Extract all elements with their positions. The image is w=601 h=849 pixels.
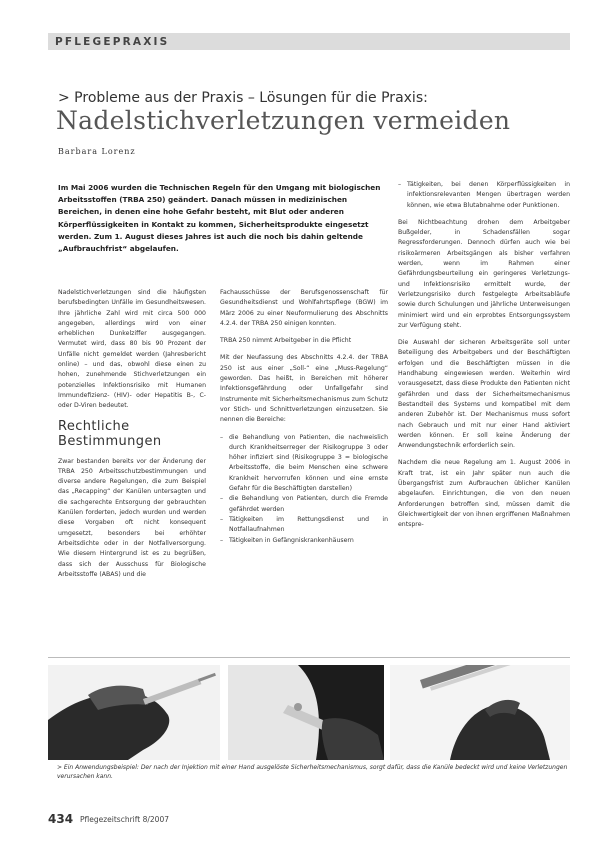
risk-area-list-continued bbox=[398, 180, 570, 211]
journal-issue: Pflegezeitschrift 8/2007 bbox=[80, 815, 169, 824]
list-item: – Tätigkeiten, bei denen Körperflüssigkeiten in infektionsrelevanten Mengen übertragen werden können, wie etwa Blutabnahme oder Punktionen. bbox=[407, 180, 570, 211]
section-heading: Rechtliche Bestimmungen bbox=[58, 418, 162, 449]
list-item: – die Behandlung von Patienten, durch die Fremde gefährdet werden bbox=[229, 494, 388, 515]
subheading: TRBA 250 nimmt Arbeitgeber in die Pflicht bbox=[220, 337, 352, 345]
risk-area-list bbox=[220, 433, 388, 546]
figure-divider bbox=[48, 657, 570, 658]
page-number: 434 bbox=[48, 812, 74, 826]
column-1 bbox=[58, 288, 206, 587]
body-paragraph: Mit der Neufassung des Abschnitts 4.2.4. der TRBA 250 ist aus einer „Soll-“ eine „Muss-Regelung“ geworden. Das heißt, in Bereichen mit höherer Infektionsgefährdung oder Unfallgefahr sind Instrumente mit Sicherheitsmechanismus zum Schutz vor Stich- und Schnittverletzungen einzusetzen. Sie nennen die Bereiche: bbox=[220, 354, 388, 424]
lead-paragraph: Im Mai 2006 wurden die Technischen Regeln für den Umgang mit biologischen Arbeitsstoffen (TRBA 250) geändert. Danach müssen in medizinischen Bereichen, in denen eine hohe Gefahr besteht, mit Blut oder anderen Körperflüssigkeiten in Kontakt zu kommen, Sicherheitsprodukte eingesetzt werden. Zum 1. August dieses Jahres ist auch die noch bis dahin geltende „Aufbrauchfrist“ abgelaufen. bbox=[58, 183, 381, 254]
body-paragraph: Fachausschüsse der Berufsgenossenschaft für Gesundheitsdienst und Wohlfahrtspflege (BGW) im März 2006 zu einer Neuformulierung des Abschnitts 4.2.4. der TRBA 250 einigen konnten. bbox=[220, 289, 388, 327]
body-paragraph: Zwar bestanden bereits vor der Änderung der TRBA 250 Arbeitsschutzbestimmungen und diverse andere Regelungen, die zum Beispiel das „Recapping“ der Kanülen untersagten und die sachgerechte Entsorgung der gebrauchten Kanülen forderten, jedoch wurden und werden diese Vorgaben oft nicht konsequent umgesetzt, besonders bei erhöhter Arbeitsdichte oder in der Notfallversorgung. Wie diesem Hintergrund ist es zu begrüßen, dass sich der Ausschuss für Biologische Arbeitsstoffe (ABAS) und die bbox=[58, 457, 206, 578]
photo-hand-holding-syringe bbox=[48, 665, 220, 760]
article-author: Barbara Lorenz bbox=[58, 147, 136, 156]
column-3 bbox=[398, 180, 570, 538]
body-paragraph: Die Auswahl der sicheren Arbeitsgeräte soll unter Beteiligung des Arbeitgebers und der Beschäftigten erfolgen und die Beschäftigten müssen in die Handhabung eingewiesen werden. Weiterhin wird vorausgesetzt, dass diese Produkte den Patienten nicht gefährden und dass der Sicherheitsmechanismus Bestandteil des Systems und kompatibel mit dem anderen Zubehör ist. Der Mechanismus muss sofort nach Gebrauch und mit nur einer Hand aktiviert werden können. Er soll keine Änderung der Anwendungstechnik erforderlich sein. bbox=[398, 339, 571, 450]
intro-paragraph: Nadelstichverletzungen sind die häufigsten berufsbedingten Unfälle im Gesundheitswesen. Ihre jährliche Zahl wird mit circa 500 000 angegeben, allerdings wird von einer erheblichen Dunkelziffer ausgegangen. Vermutet wird, dass 80 bis 90 Prozent der Unfälle nicht gemeldet werden (Jahresbericht online) – und das, obwohl diese einen zu hohen, zunehmende Stichverletzungen ein potenzielles Infektionsrisiko mit Humanen Immundefizienz- (HIV)- oder Hepatitis B-, C- oder D-Viren bedeutet. bbox=[58, 289, 206, 410]
column-2 bbox=[220, 288, 388, 553]
list-item: – Tätigkeiten im Rettungsdienst und in Notfallaufnahmen bbox=[229, 515, 388, 536]
photo-injection-arm bbox=[228, 665, 384, 760]
article-title: Nadelstichverletzungen vermeiden bbox=[56, 106, 511, 135]
article-kicker: > Probleme aus der Praxis – Lösungen für die Praxis: bbox=[58, 90, 428, 106]
list-item: – Tätigkeiten in Gefängniskrankenhäusern bbox=[229, 536, 388, 546]
body-paragraph: Nachdem die neue Regelung am 1. August 2006 in Kraft trat, ist ein Jahr später nun auch die Übergangsfrist zum Aufbrauchen üblicher Kanülen abgelaufen. Einrichtungen, die von den neuen Anforderungen betroffen sind, müssen damit die Gleichwertigkeit der von ihnen ergriffenen Maßnahmen entspre- bbox=[398, 459, 570, 529]
list-item: – die Behandlung von Patienten, die nachweislich durch Krankheitserreger der Risikogruppe 3 oder höher infiziert sind (Risikogruppe 3 = biologische Arbeitsstoffe, die beim Menschen eine schwere Krankheit hervorrufen können und eine ernste Gefahr für die Beschäftigten darstellen) bbox=[229, 433, 388, 495]
figure-caption: > Ein Anwendungsbeispiel: Der nach der Injektion mit einer Hand ausgelöste Sicherheitsmechanismus, sorgt dafür, dass die Kanüle bedeckt wird und keine Verletzungen verursachen kann. bbox=[57, 764, 568, 780]
body-paragraph: Bei Nichtbeachtung drohen dem Arbeitgeber Bußgelder, in Schadensfällen sogar Regressforderungen. Dennoch dürfen auch wie bei risikoärmeren Arbeitsgängen als bisher verfahren werden, wenn im Rahmen einer Gefährdungsbeurteilung ein geringeres Verletzungs- und Infektionsrisiko ermittelt wurde, der Verletzungsrisiko durch festgelegte Arbeitsabläufe sowie durch Schulungen und jährliche Unterweisungen minimiert wird und ein erprobtes Entsorgungssystem zur Verfügung steht. bbox=[398, 218, 570, 329]
section-label: PFLEGEPRAXIS bbox=[55, 36, 170, 48]
photo-safety-mechanism bbox=[390, 665, 570, 760]
